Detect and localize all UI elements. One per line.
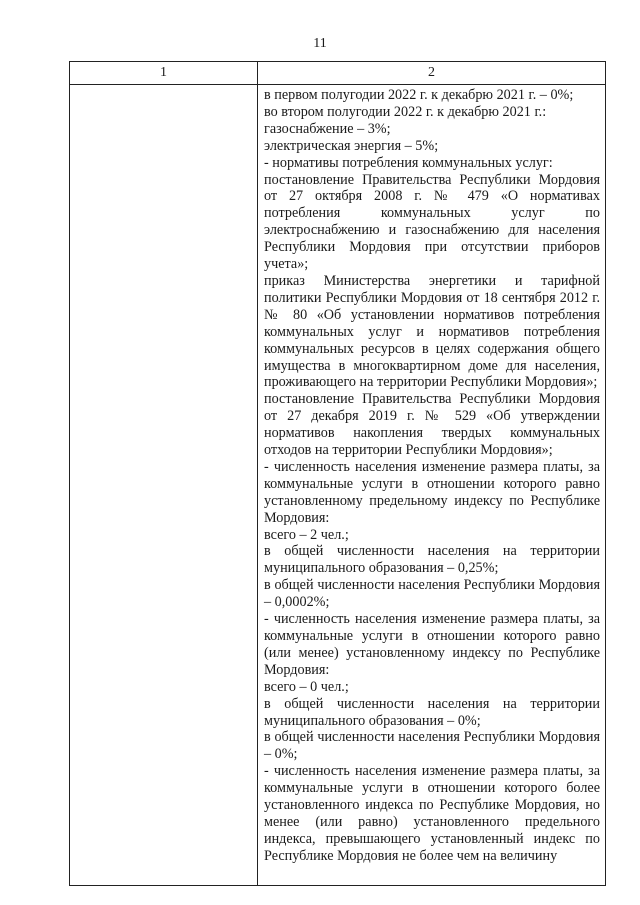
paragraph: - численность населения изменение размера платы, за коммунальные услуги в отношении которого равно (или менее) установленному индексу по Республике Мордовия: bbox=[264, 611, 600, 678]
paragraph: всего – 0 чел.; bbox=[264, 678, 349, 695]
table-body-row bbox=[70, 85, 606, 886]
paragraph: приказ Министерства энергетики и тарифной политики Республики Мордовия от 18 сентября 2012 г. № 80 «Об установлении нормативов потребления коммунальных услуг и нормативов потребления коммунальных ресурсов в целях содержания общего имущества в многоквартирном доме для населения, проживающего на территории Республики Мордовия»; bbox=[264, 272, 600, 391]
paragraph: в общей численности населения Республики Мордовия – 0%; bbox=[264, 729, 600, 763]
paragraph: в общей численности населения Республики Мордовия – 0,0002%; bbox=[264, 577, 600, 611]
paragraph: в общей численности населения на территории муниципального образования – 0%; bbox=[264, 695, 600, 729]
column-1-cell bbox=[70, 85, 258, 886]
paragraph: - численность населения изменение размера платы, за коммунальные услуги в отношении которого равно установленному предельному индексу по Республике Мордовия: bbox=[264, 458, 600, 526]
paragraph: в первом полугодии 2022 г. к декабрю 2021 г. – 0%; bbox=[264, 87, 574, 103]
paragraph: в общей численности населения на территории муниципального образования – 0,25%; bbox=[264, 543, 600, 577]
paragraph: газоснабжение – 3%; bbox=[264, 120, 391, 137]
column-2-content bbox=[258, 85, 605, 865]
paragraph: постановление Правительства Республики Мордовия от 27 октября 2008 г. № 479 «О нормативах потребления коммунальных услуг по электроснабжению и газоснабжению для населения Республики Мордовия при отсутствии приборов учета»; bbox=[264, 171, 600, 273]
paragraph: - нормативы потребления коммунальных услуг: bbox=[264, 154, 553, 171]
table-header-row bbox=[70, 62, 606, 85]
page-number: 11 bbox=[313, 36, 327, 51]
paragraph: всего – 2 чел.; bbox=[264, 526, 349, 543]
paragraph: - численность населения изменение размера платы, за коммунальные услуги в отношении которого более установленного индекса по Республике Мордовия, но менее (или равно) установленного предельного индекса, превышающего установленный индекс по Республике Мордовия не более чем на величину bbox=[264, 763, 600, 864]
column-1-header: 1 bbox=[70, 62, 258, 85]
column-2-header: 2 bbox=[258, 62, 606, 85]
paragraph: во втором полугодии 2022 г. к декабрю 2021 г.: bbox=[264, 103, 547, 120]
paragraph: электрическая энергия – 5%; bbox=[264, 137, 439, 154]
document-table bbox=[69, 61, 606, 886]
column-2-cell bbox=[258, 85, 606, 886]
paragraph: постановление Правительства Республики Мордовия от 27 декабря 2019 г. № 529 «Об утверждении нормативов накопления твердых коммунальных отходов на территории Республики Мордовия»; bbox=[264, 391, 600, 459]
